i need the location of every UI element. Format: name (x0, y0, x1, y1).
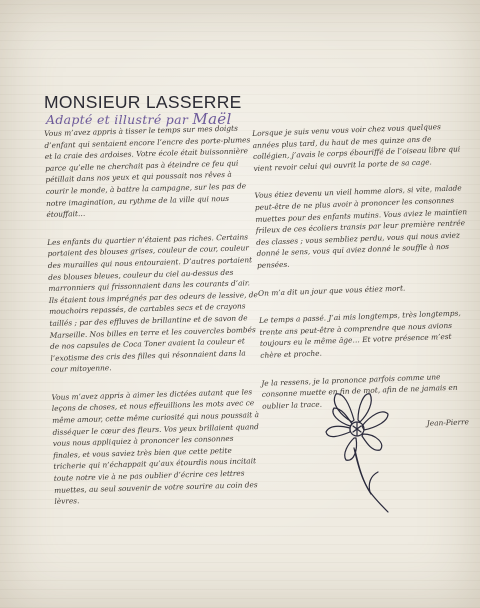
paragraph: Je la ressens, je la prononce parfois comme une consonne muette en fin de mot, afin de ne jamais en oublier la trace. (261, 371, 458, 411)
left-column (44, 122, 265, 524)
paragraph: Lorsque je suis venu vous voir chez vous quelques années plus tard, du haut de mes quinze ans de collégien, j’avais le corps ébouriffé de l’oiseau libre qui vient revoir celui qui ouvrit la porte de sa cage. (252, 122, 461, 173)
signature: Jean-Pierre (426, 417, 470, 429)
paragraph: Le temps a passé. J’ai mis longtemps, très longtemps, trente ans peut-être à comprendre que nous avions toujours eu le même âge… Et votre présence m’est chère et proche. (258, 308, 461, 360)
flower-icon (318, 388, 396, 518)
author-name: Maël (192, 110, 232, 128)
paragraph: Vous étiez devenu un vieil homme alors, si vite, malade peut-être de ne plus avoir à prononcer les consonnes muettes pour des enfants mutins. Vous aviez le maintien frileux de ces écoliers transis par leur première rentrée des classes ; vous sembliez perdu, vous qui nous aviez donné le sens, vous qui aviez donné le souffle à nos pensées. (254, 183, 468, 270)
page-title: MONSIEUR LASSERRE (44, 92, 242, 112)
paragraph: On m’a dit un jour que vous étiez mort. (257, 283, 406, 298)
paragraph: Les enfants du quartier n’étaient pas riches. Certains portaient des blouses grises, couleur de cour, couleur des murailles qui nous entouraient. D’autres portaient des blouses bleues, couleur du ciel au-dessus des marronniers qui frissonnaient dans les courants d’air. Ils étaient tous imprégnés par des odeurs de lessive, de mouchoirs repassés, de cartables secs et de crayons taillés ; par des effluves de brillantine et de savon de Marseille. Nos billes en terre et les couvercles bombés de nos capsules de Coca Toner avaient la couleur et l’exotisme des cris des filles qui résonnaient dans la cour mitoyenne. (47, 232, 258, 375)
paragraph: Vous m’avez appris à aimer les dictées autant que les leçons de choses, et nous effeuillions les mots avec ce même amour, cette même curiosité qui nous poussait à disséquer le cœur des fleurs. Vos yeux brillaient quand vous nous appliquiez à prononcer les consonnes finales, et vous saviez très bien que cette petite tricherie qui n’échappait qu’aux étourdis nous incitait toute notre vie à ne pas oublier d’écrire ces lettres muettes, au seul souvenir de votre sourire au coin des lèvres. (51, 387, 260, 507)
paragraph: Vous m’avez appris à tisser le temps sur mes doigts d’enfant qui sentaient encore l’encre des porte-plumes et la craie des ardoises. Votre école était buissonnière parce qu’elle ne cherchait pas à éteindre ce feu qui pétillait dans nos yeux et qui poussait nos rêves à courir le monde, à battre la campagne, sur les pas de notre imagination, au rythme de la ville qui nous étouffait… (44, 123, 251, 220)
subtitle-prefix: Adapté et illustré par (46, 112, 193, 127)
